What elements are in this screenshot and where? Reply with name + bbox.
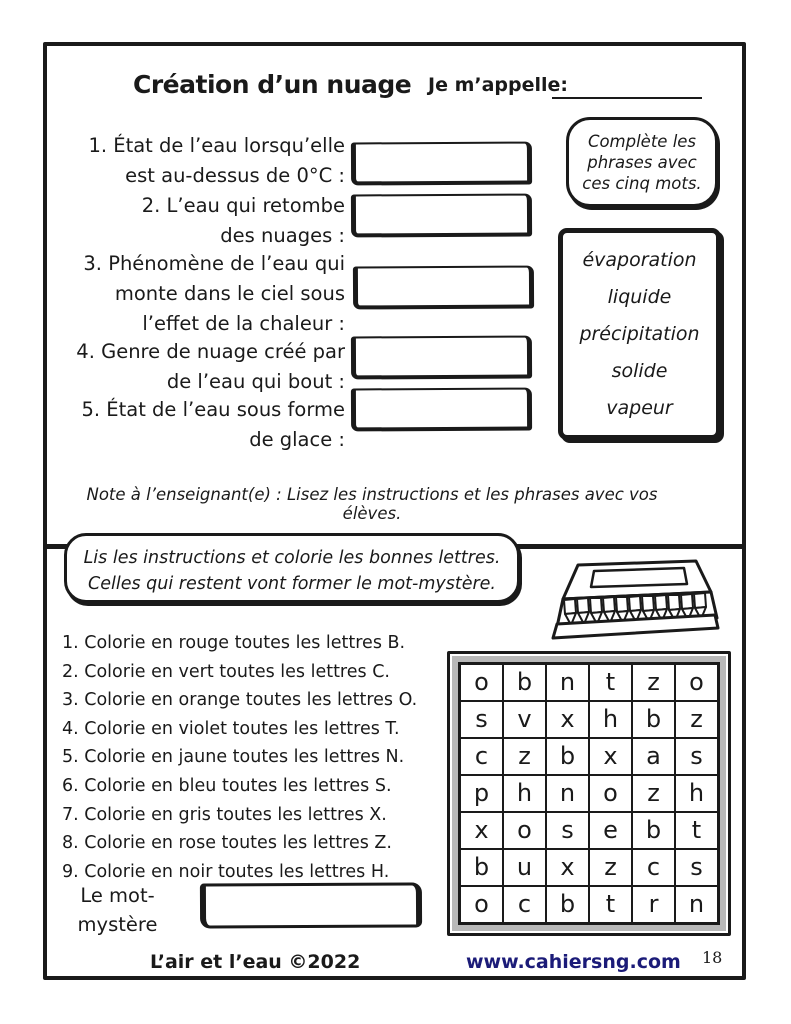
- grid-cell[interactable]: n: [546, 664, 589, 701]
- footer-booklet-title: L’air et l’eau ©2022: [150, 951, 361, 973]
- mystery-word-box[interactable]: [200, 882, 422, 928]
- grid-cell[interactable]: z: [503, 738, 546, 775]
- coloring-item: 2. Colorie en vert toutes les lettres C.: [62, 661, 390, 682]
- hint-line: Complète les: [587, 132, 697, 151]
- grid-cell[interactable]: x: [546, 701, 589, 738]
- grid-cell[interactable]: o: [675, 664, 718, 701]
- coloring-bubble-line: Celles qui restent vont former le mot-mystère.: [87, 574, 496, 594]
- question-line: 3. Phénomène de l’eau qui: [83, 252, 345, 275]
- grid-cell[interactable]: t: [589, 664, 632, 701]
- grid-cell[interactable]: v: [503, 701, 546, 738]
- coloring-item: 5. Colorie en jaune toutes les lettres N.: [62, 747, 405, 768]
- grid-cell[interactable]: b: [460, 849, 503, 886]
- name-label: Je m’appelle:: [428, 74, 569, 96]
- grid-cell[interactable]: z: [589, 849, 632, 886]
- question-line: 4. Genre de nuage créé par: [76, 340, 345, 363]
- grid-cell[interactable]: x: [546, 849, 589, 886]
- grid-cell[interactable]: o: [460, 886, 503, 923]
- grid-cell[interactable]: u: [503, 849, 546, 886]
- answer-box-4[interactable]: [351, 336, 532, 380]
- mystery-word-label-line: Le mot-: [80, 884, 155, 907]
- hint-line: phrases avec: [587, 153, 697, 172]
- hint-bubble: [566, 117, 718, 207]
- word-bank-item: vapeur: [606, 397, 673, 420]
- name-blank-line[interactable]: [552, 97, 702, 99]
- word-bank: [558, 228, 721, 440]
- question-5: [55, 395, 345, 455]
- question-3: [55, 249, 345, 339]
- word-bank-item: précipitation: [579, 322, 700, 345]
- coloring-item: 1. Colorie en rouge toutes les lettres B.: [62, 633, 406, 653]
- letter-grid: [447, 651, 731, 936]
- coloring-instructions: [62, 629, 417, 886]
- letter-grid-frame: [452, 656, 726, 931]
- page-title: Création d’un nuage: [133, 70, 412, 99]
- grid-cell[interactable]: r: [632, 886, 675, 923]
- mystery-word-label: [70, 881, 165, 939]
- grid-cell[interactable]: b: [546, 886, 589, 923]
- coloring-item: 8. Colorie en rose toutes les lettres Z.: [62, 833, 392, 854]
- coloring-item: 3. Colorie en orange toutes les lettres O.: [62, 690, 418, 711]
- answer-box-2[interactable]: [351, 194, 532, 238]
- mystery-word-label-line: mystère: [77, 913, 158, 936]
- grid-cell[interactable]: z: [675, 701, 718, 738]
- question-line: 1. État de l’eau lorsqu’elle: [88, 134, 345, 157]
- footer-website-link[interactable]: www.cahiersng.com: [466, 951, 681, 973]
- grid-cell[interactable]: s: [675, 849, 718, 886]
- question-line: 5. État de l’eau sous forme: [81, 398, 345, 421]
- question-1: [55, 131, 345, 191]
- coloring-bubble: [64, 533, 520, 603]
- question-4: [55, 337, 345, 397]
- question-line: 2. L’eau qui retombe: [141, 194, 345, 217]
- grid-cell[interactable]: b: [632, 701, 675, 738]
- page-number: 18: [702, 948, 723, 967]
- question-line: des nuages :: [220, 224, 345, 247]
- question-line: est au-dessus de 0°C :: [125, 164, 345, 187]
- coloring-item: 9. Colorie en noir toutes les lettres H.: [62, 861, 390, 882]
- grid-cell[interactable]: e: [589, 812, 632, 849]
- grid-cell[interactable]: a: [632, 738, 675, 775]
- grid-cell[interactable]: h: [675, 775, 718, 812]
- grid-cell[interactable]: z: [632, 664, 675, 701]
- grid-cell[interactable]: b: [503, 664, 546, 701]
- coloring-item: 4. Colorie en violet toutes les lettres T.: [62, 718, 400, 739]
- grid-cell[interactable]: s: [675, 738, 718, 775]
- coloring-bubble-line: Lis les instructions et colorie les bonnes lettres.: [83, 548, 501, 568]
- pencil-box-illustration: [548, 558, 720, 642]
- coloring-item: 7. Colorie en gris toutes les lettres X.: [62, 804, 387, 825]
- grid-cell[interactable]: b: [632, 812, 675, 849]
- hint-line: ces cinq mots.: [582, 174, 702, 193]
- grid-cell[interactable]: c: [460, 738, 503, 775]
- question-line: de l’eau qui bout :: [166, 370, 345, 393]
- grid-cell[interactable]: p: [460, 775, 503, 812]
- grid-cell[interactable]: h: [589, 701, 632, 738]
- grid-cell[interactable]: o: [503, 812, 546, 849]
- grid-cell[interactable]: z: [632, 775, 675, 812]
- question-line: l’effet de la chaleur :: [142, 312, 345, 335]
- word-bank-item: évaporation: [582, 248, 697, 271]
- grid-cell[interactable]: t: [675, 812, 718, 849]
- coloring-item: 6. Colorie en bleu toutes les lettres S.: [62, 775, 392, 796]
- word-bank-item: liquide: [607, 285, 672, 308]
- grid-cell[interactable]: n: [546, 775, 589, 812]
- grid-cell[interactable]: s: [460, 701, 503, 738]
- question-2: [55, 191, 345, 251]
- teacher-note: Note à l’enseignant(e) : Lisez les instructions et les phrases avec vos élèves.: [86, 485, 658, 523]
- grid-cell[interactable]: n: [675, 886, 718, 923]
- grid-cell[interactable]: t: [589, 886, 632, 923]
- question-line: monte dans le ciel sous: [114, 282, 345, 305]
- answer-box-1[interactable]: [351, 142, 532, 186]
- question-line: de glace :: [249, 428, 345, 451]
- grid-cell[interactable]: x: [589, 738, 632, 775]
- grid-cell[interactable]: o: [460, 664, 503, 701]
- grid-cell[interactable]: o: [589, 775, 632, 812]
- grid-cell[interactable]: x: [460, 812, 503, 849]
- grid-cell[interactable]: c: [632, 849, 675, 886]
- grid-cell[interactable]: s: [546, 812, 589, 849]
- answer-box-5[interactable]: [351, 388, 532, 432]
- grid-cell[interactable]: b: [546, 738, 589, 775]
- grid-cell[interactable]: h: [503, 775, 546, 812]
- word-bank-item: solide: [611, 360, 668, 383]
- letter-grid-cells: [458, 662, 720, 925]
- answer-box-3[interactable]: [353, 266, 534, 310]
- grid-cell[interactable]: c: [503, 886, 546, 923]
